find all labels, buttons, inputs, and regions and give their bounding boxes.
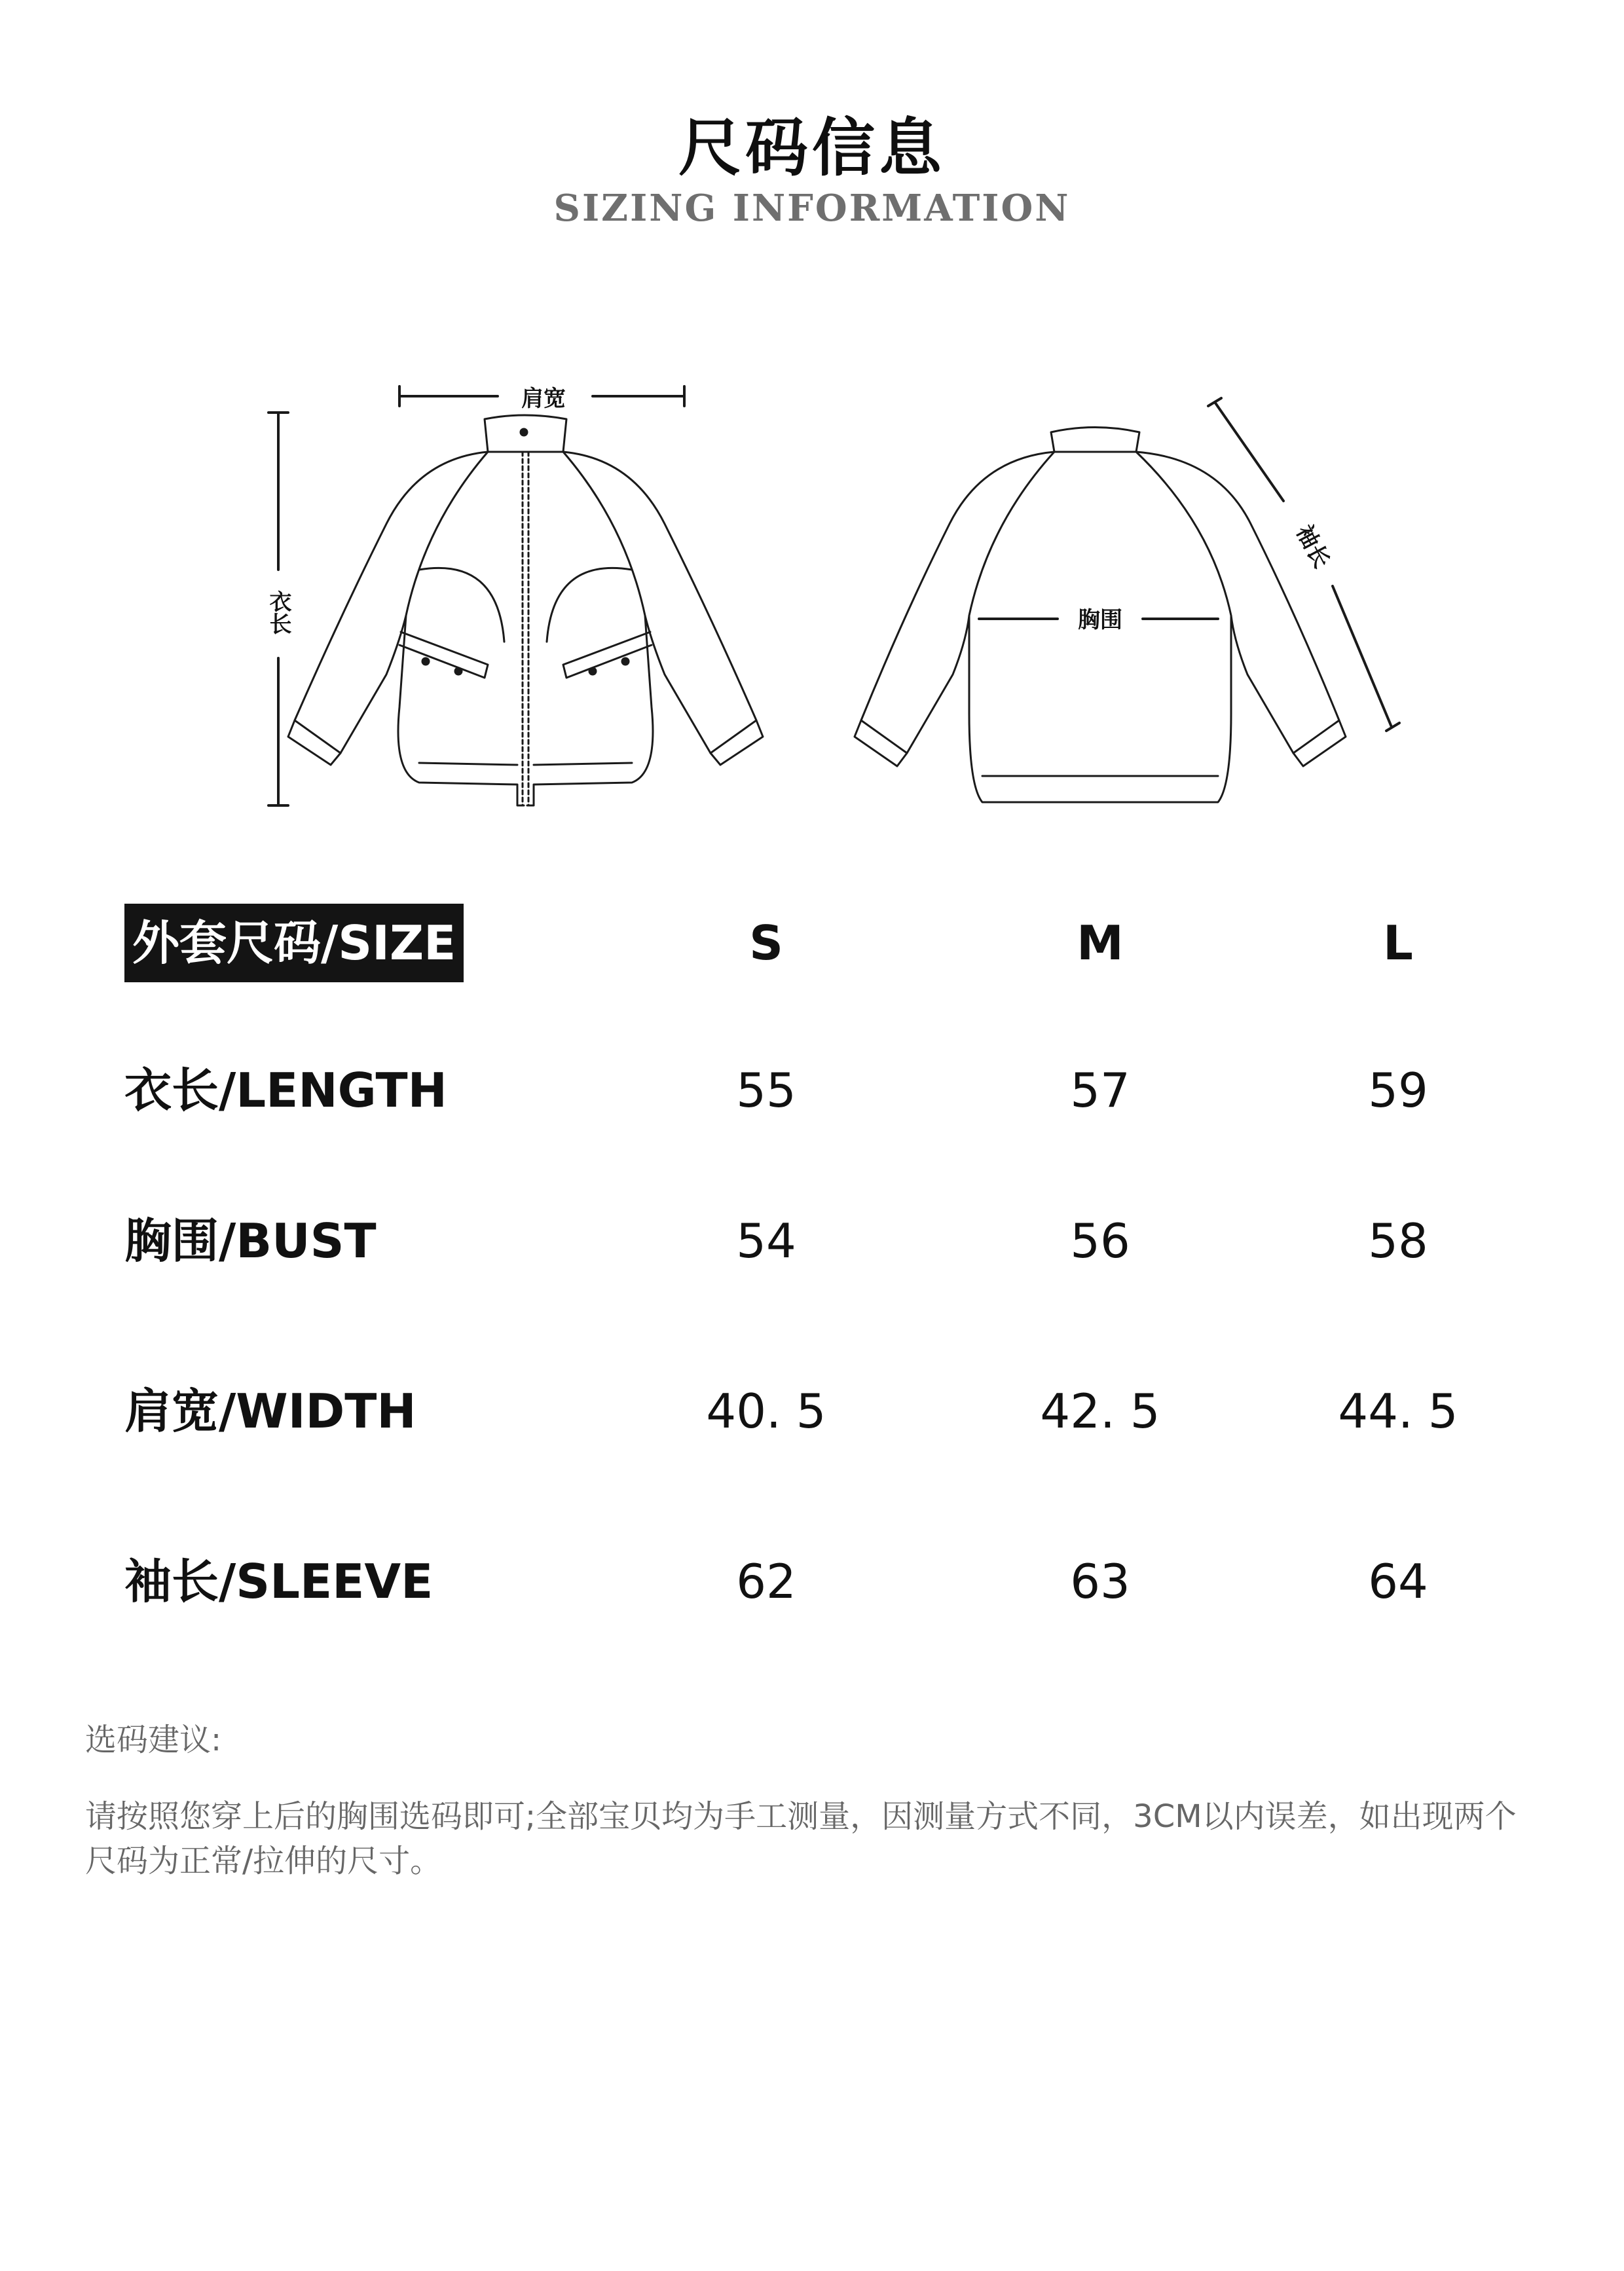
page-subtitle: SIZING INFORMATION — [553, 187, 1071, 230]
table-cell: 58 — [1368, 1213, 1428, 1268]
row-label: 袖长/SLEEVE — [124, 1554, 434, 1609]
table-cell: 57 — [1070, 1063, 1130, 1118]
size-header-label: 外套尺码/SIZE — [124, 904, 464, 982]
row-label: 肩宽/WIDTH — [124, 1384, 416, 1439]
table-cell: 54 — [736, 1213, 796, 1268]
jacket-diagram — [0, 0, 1624, 851]
row-label: 胸围/BUST — [124, 1213, 377, 1268]
advice-body: 请按照您穿上后的胸围选码即可;全部宝贝均为手工测量，因测量方式不同，3CM以内误差，如出现两个尺码为正常/拉伸的尺寸。 — [85, 1798, 1517, 1879]
size-m: M — [1077, 915, 1124, 970]
sleeve-label: 袖长 — [1291, 521, 1335, 573]
table-cell: 40. 5 — [706, 1384, 826, 1439]
table-cell: 64 — [1368, 1554, 1428, 1609]
table-header-row — [124, 904, 1532, 995]
table-cell: 56 — [1070, 1213, 1130, 1268]
front-jacket-drawing — [288, 415, 763, 805]
row-label: 衣长/LENGTH — [124, 1063, 447, 1118]
table-row-width — [124, 1372, 1532, 1464]
table-row-length — [124, 1051, 1532, 1143]
size-s: S — [749, 915, 783, 970]
table-cell: 59 — [1368, 1063, 1428, 1118]
bust-label: 胸围 — [1078, 607, 1122, 633]
length-label: 衣长 — [265, 590, 291, 635]
table-row-bust — [124, 1202, 1532, 1293]
table-row-sleeve — [124, 1542, 1532, 1634]
shoulder-label: 肩宽 — [521, 386, 566, 412]
table-cell: 44. 5 — [1338, 1384, 1458, 1439]
advice-title: 选码建议: — [85, 1722, 222, 1758]
page-title: 尺码信息 — [678, 111, 946, 185]
table-cell: 55 — [736, 1063, 796, 1118]
table-cell: 42. 5 — [1040, 1384, 1160, 1439]
size-l: L — [1383, 915, 1413, 970]
table-cell: 63 — [1070, 1554, 1130, 1609]
table-cell: 62 — [736, 1554, 796, 1609]
